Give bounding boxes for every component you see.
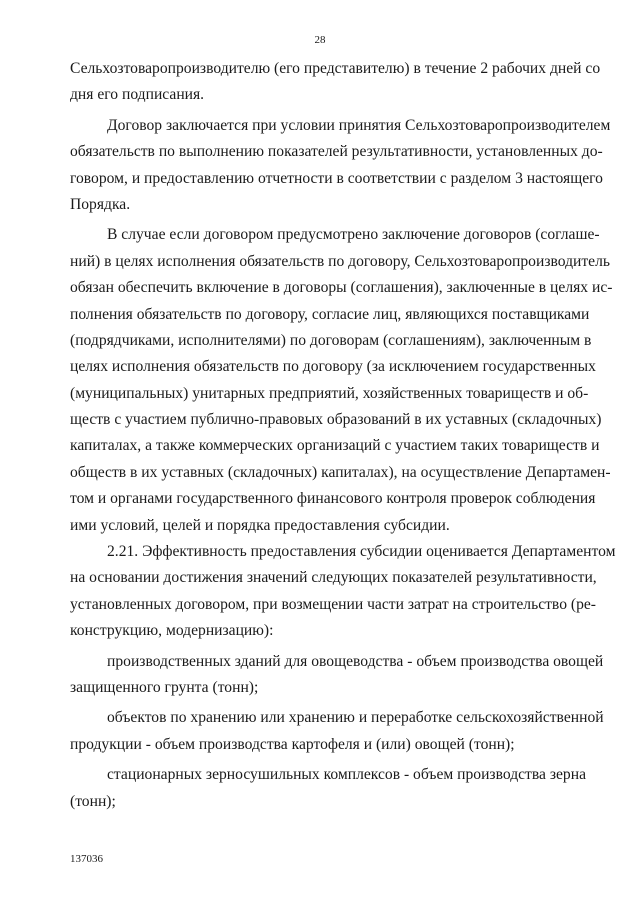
text-line: защищенного грунта (тонн); [70,678,259,696]
text-line: Договор заключается при условии принятия Сельхозтоваропроизводителем [107,116,611,134]
text-line: капиталах, а также коммерческих организаций с участием таких товариществ и [70,437,600,455]
paragraph [70,705,604,758]
text-line: продукции - объем производства картофеля и (или) овощей (тонн); [70,735,515,753]
text-line: (подрядчиками, исполнителями) по договорам (соглашениям), заключенным в [70,331,592,349]
text-line: Сельхозтоваропроизводителю (его представителю) в течение 2 рабочих дней со [70,60,601,77]
text-line: говором, и предоставлению отчетности в соответствии с разделом 3 настоящего [70,169,603,187]
document-body [70,56,616,815]
text-line: том и органами государственного финансового контроля проверок соблюдения [70,490,596,508]
text-line: 2.21. Эффективность предоставления субсидии оценивается Департаментом [107,543,616,561]
text-line: полнения обязательств по договору, согласие лиц, являющихся поставщиками [70,305,590,323]
text-line: ний) в целях исполнения обязательств по договору, Сельхозтоваропроизводитель [70,252,610,270]
paragraph [70,113,611,219]
text-line: ими условий, целей и порядка предоставления субсидии. [70,516,450,534]
text-line: обязан обеспечить включение в договоры (соглашения), заключенные в целях ис- [70,279,613,297]
text-line: обязательств по выполнению показателей результативности, установленных до- [70,143,603,161]
paragraph [70,762,586,815]
text-line: В случае если договором предусмотрено заключение договоров (соглаше- [107,226,600,244]
text-line: (муниципальных) унитарных предприятий, хозяйственных товариществ и об- [70,384,589,402]
text-line: объектов по хранению или хранению и переработке сельскохозяйственной [107,709,604,727]
text-line: обществ в их уставных (складочных) капиталах), на осуществление Департамен- [70,463,611,481]
paragraph [70,56,601,109]
text-line: Порядка. [70,195,131,213]
paragraph [70,222,613,539]
text-line: стационарных зерносушильных комплексов - объем производства зерна [107,766,586,784]
text-line: производственных зданий для овощеводства - объем производства овощей [107,652,604,670]
page-number: 28 [314,34,326,46]
text-line: (тонн); [70,792,116,810]
text-line: дня его подписания. [70,86,205,104]
text-line: установленных договором, при возмещении части затрат на строительство (ре- [70,595,596,613]
text-line: на основании достижения значений следующих показателей результативности, [70,569,597,587]
document-code: 137036 [70,853,103,865]
paragraph [70,649,604,702]
text-line: ществ с участием публично-правовых образований в их уставных (складочных) [70,411,602,429]
paragraph [70,539,616,645]
text-line: целях исполнения обязательств по договору (за исключением государственных [70,358,596,376]
text-line: конструкцию, модернизацию): [70,622,274,640]
